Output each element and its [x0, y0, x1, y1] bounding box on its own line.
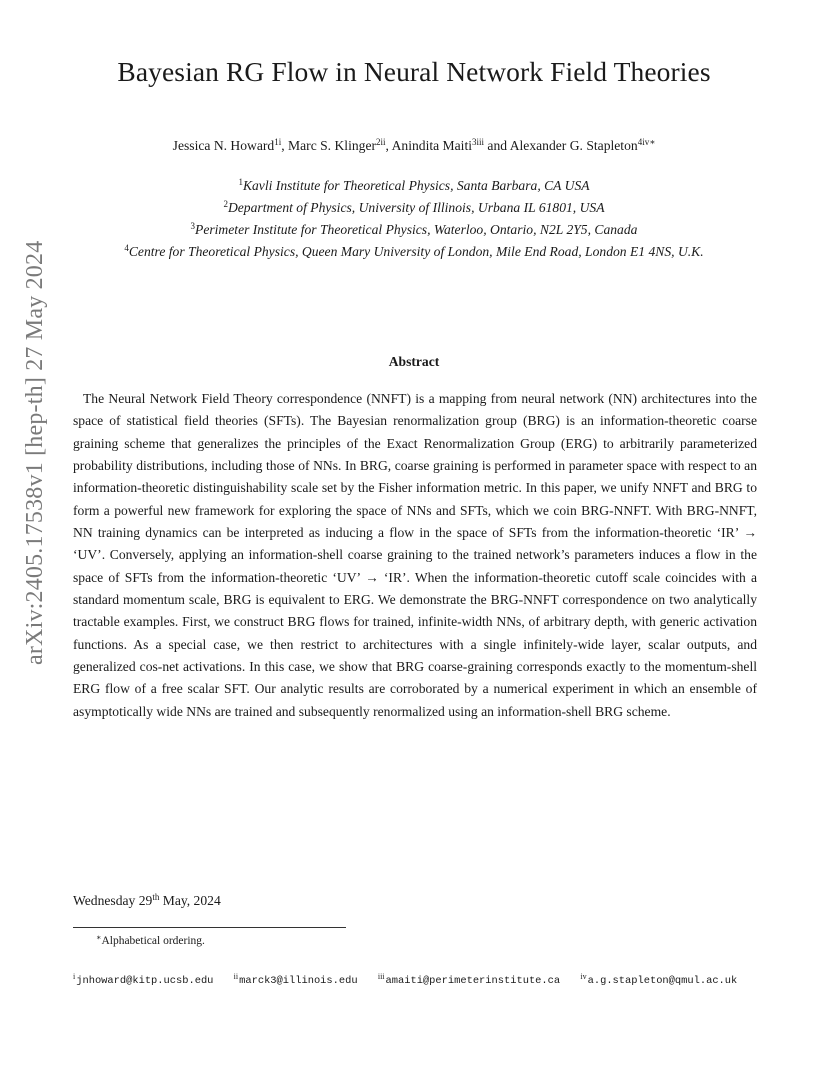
affiliation-number: 1 — [238, 177, 243, 187]
affiliation-text: Perimeter Institute for Theoretical Physics, Waterloo, Ontario, N2L 2Y5, Canada — [195, 222, 638, 237]
author-name: Jessica N. Howard — [172, 138, 275, 153]
email-address[interactable]: jnhoward@kitp.ucsb.edu — [76, 975, 214, 987]
arxiv-identifier-stamp — [22, 240, 62, 665]
publication-date — [73, 893, 221, 909]
author-marks: 2ii — [376, 137, 386, 147]
affiliation — [80, 241, 748, 263]
author-separator: , — [385, 138, 392, 153]
email-entry — [233, 972, 358, 987]
email-mark: iii — [377, 972, 385, 981]
affiliation-text: Department of Physics, University of Illinois, Urbana IL 61801, USA — [227, 200, 605, 215]
author-name: Alexander G. Stapleton — [509, 138, 638, 153]
author-separator: , — [281, 138, 289, 153]
affiliation-number: 4 — [124, 243, 129, 253]
email-entry — [73, 972, 214, 987]
footnote-text: Alphabetical ordering. — [101, 935, 205, 947]
affiliation-text: Centre for Theoretical Physics, Queen Mary University of London, Mile End Road, London E1 4NS, U.K. — [128, 244, 704, 259]
abstract-text: The Neural Network Field Theory correspondence (NNFT) is a mapping from neural network (NN) architectures into the space of statistical field theories (SFTs). The Bayesian renormalization group (BRG) is an information-theoretic coarse graining scheme that generalizes the principles of the Exact Renormalization Group (ERG) to arbitrarily parameterized probability distributions, including those of NNs. In BRG, coarse graining is performed in parameter space with respect to an information-theoretic distinguishability scale set by the Fisher information metric. In this paper, we unify NNFT and BRG to form a powerful new framework for exploring the space of NNs and SFTs, which we coin BRG-NNFT. With BRG-NNFT, NN training dynamics can be interpreted as inducing a flow in the space of SFTs from the information-theoretic ‘IR’ → ‘UV’. Conversely, applying an information-shell coarse graining to the trained network’s parameters induces a flow in the space of SFTs from the information-theoretic ‘UV’ → ‘IR’. When the information-theoretic cutoff scale coincides with a standard momentum scale, BRG is equivalent to ERG. We demonstrate the BRG-NNFT correspondence on two analytically tractable examples. First, we construct BRG flows for trained, infinite-width NNs, of arbitrary depth, with generic activation functions. As a special case, we then restrict to architectures with a single infinitely-wide layer, scalar outputs, and generalized cos-net activations. In this case, we show that BRG coarse-graining corresponds exactly to the momentum-shell ERG flow of a free scalar SFT. Our analytic results are corroborated by a numerical experiment in which an ensemble of asymptotically wide NNs are trained and subsequently renormalized using an information-shell BRG scheme. — [73, 391, 757, 719]
affiliation-number: 2 — [223, 199, 228, 209]
date-weekday-day: Wednesday 29 — [73, 893, 153, 908]
author-list — [0, 138, 828, 154]
affiliation — [80, 197, 748, 219]
date-month-year: May, 2024 — [159, 893, 221, 908]
footnote — [96, 935, 205, 947]
email-mark: i — [73, 972, 76, 981]
affiliation — [80, 175, 748, 197]
footnote-mark: ∗ — [96, 933, 102, 942]
email-entry — [580, 972, 738, 987]
author-separator: and — [484, 138, 510, 153]
email-address[interactable]: marck3@illinois.edu — [239, 975, 358, 987]
email-address[interactable]: a.g.stapleton@qmul.ac.uk — [587, 975, 738, 987]
email-mark: ii — [233, 972, 239, 981]
affiliation-text: Kavli Institute for Theoretical Physics, Santa Barbara, CA USA — [242, 178, 590, 193]
paper-title: Bayesian RG Flow in Neural Network Field Theories — [117, 56, 711, 87]
arxiv-stamp-text: arXiv:2405.17538v1 [hep-th] 27 May 2024 — [22, 240, 48, 665]
author-marks: 3iii — [472, 137, 485, 147]
author-marks: 4iv∗ — [637, 137, 656, 147]
author-name: Marc S. Klinger — [288, 138, 377, 153]
affiliation — [80, 219, 748, 241]
author-name: Anindita Maiti — [391, 138, 472, 153]
author-emails — [73, 972, 773, 987]
affiliation-number: 3 — [190, 221, 196, 231]
email-entry — [377, 972, 561, 987]
date-ordinal-suffix: th — [152, 892, 160, 902]
email-mark: iv — [580, 972, 587, 981]
footnote-divider — [73, 927, 346, 928]
email-address[interactable]: amaiti@perimeterinstitute.ca — [385, 975, 561, 987]
author-marks: 1i — [274, 137, 282, 147]
abstract-heading: Abstract — [388, 354, 440, 369]
